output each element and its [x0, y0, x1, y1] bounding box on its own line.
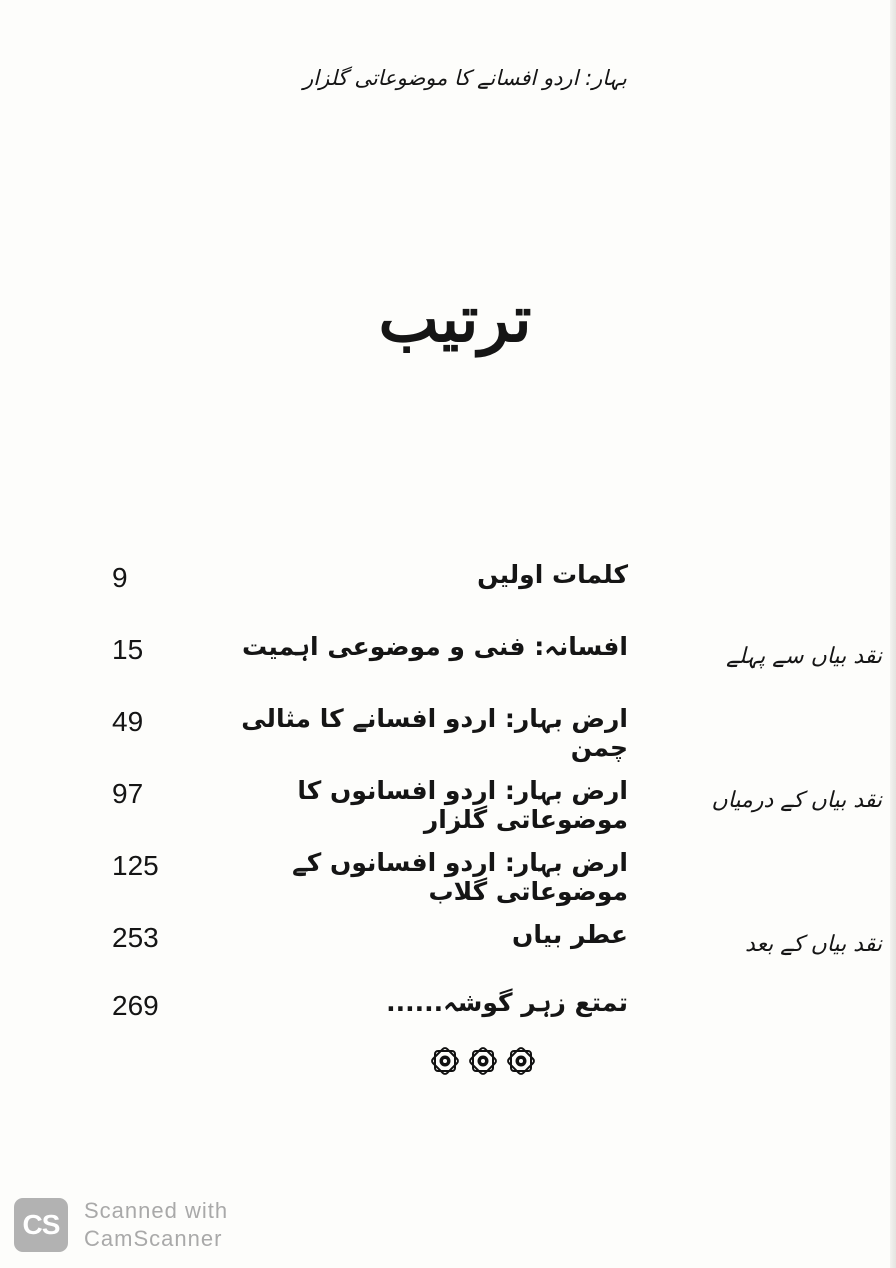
toc-row [0, 766, 896, 834]
watermark-line-1: Scanned with [84, 1198, 229, 1223]
toc-page-number: 125 [112, 850, 159, 881]
toc-section-label: نقد بیاں کے بعد [744, 932, 882, 957]
toc-row [0, 694, 896, 762]
toc-page-number: 253 [112, 922, 159, 953]
toc-row [0, 838, 896, 906]
camscanner-watermark [14, 1196, 254, 1256]
toc-entry-title: ارض بہار: اردو افسانوں کا موضوعاتی گلزار [297, 776, 628, 834]
watermark-line-2: CamScanner [84, 1226, 223, 1251]
toc-entry-title: تمتع زہر گوشہ...... [386, 988, 628, 1017]
toc-section-label: نقد بیاں کے درمیاں [711, 788, 882, 813]
page-title: ترتیب [378, 282, 532, 357]
toc-page-number: 97 [112, 778, 144, 809]
toc-row [0, 550, 896, 610]
flower-ornament [428, 1044, 548, 1084]
flower-ornament-icon [428, 1044, 462, 1078]
toc-page-number: 49 [112, 706, 144, 737]
toc-page-number: 15 [112, 634, 144, 665]
toc-page-number: 269 [112, 990, 159, 1021]
toc-row [0, 978, 896, 1038]
running-header: بہار: اردو افسانے کا موضوعاتی گلزار [303, 66, 627, 90]
flower-ornament-icon [504, 1044, 538, 1078]
toc-section-label: نقد بیاں سے پہلے [726, 644, 882, 669]
toc-page-number: 9 [112, 562, 128, 593]
flower-ornament-icon [466, 1044, 500, 1078]
toc-row [0, 622, 896, 682]
toc-entry-title: ارض بہار: اردو افسانے کا مثالی چمن [241, 704, 628, 762]
toc-entry-title: کلمات اولیں [477, 560, 628, 589]
toc-entry-title: عطر بیاں [511, 920, 628, 949]
camscanner-logo: CS [14, 1198, 68, 1252]
toc-entry-title: افسانہ: فنی و موضوعی اہمیت [241, 632, 628, 661]
toc-entry-title: ارض بہار: اردو افسانوں کے موضوعاتی گلاب [292, 848, 628, 906]
toc-row [0, 910, 896, 970]
